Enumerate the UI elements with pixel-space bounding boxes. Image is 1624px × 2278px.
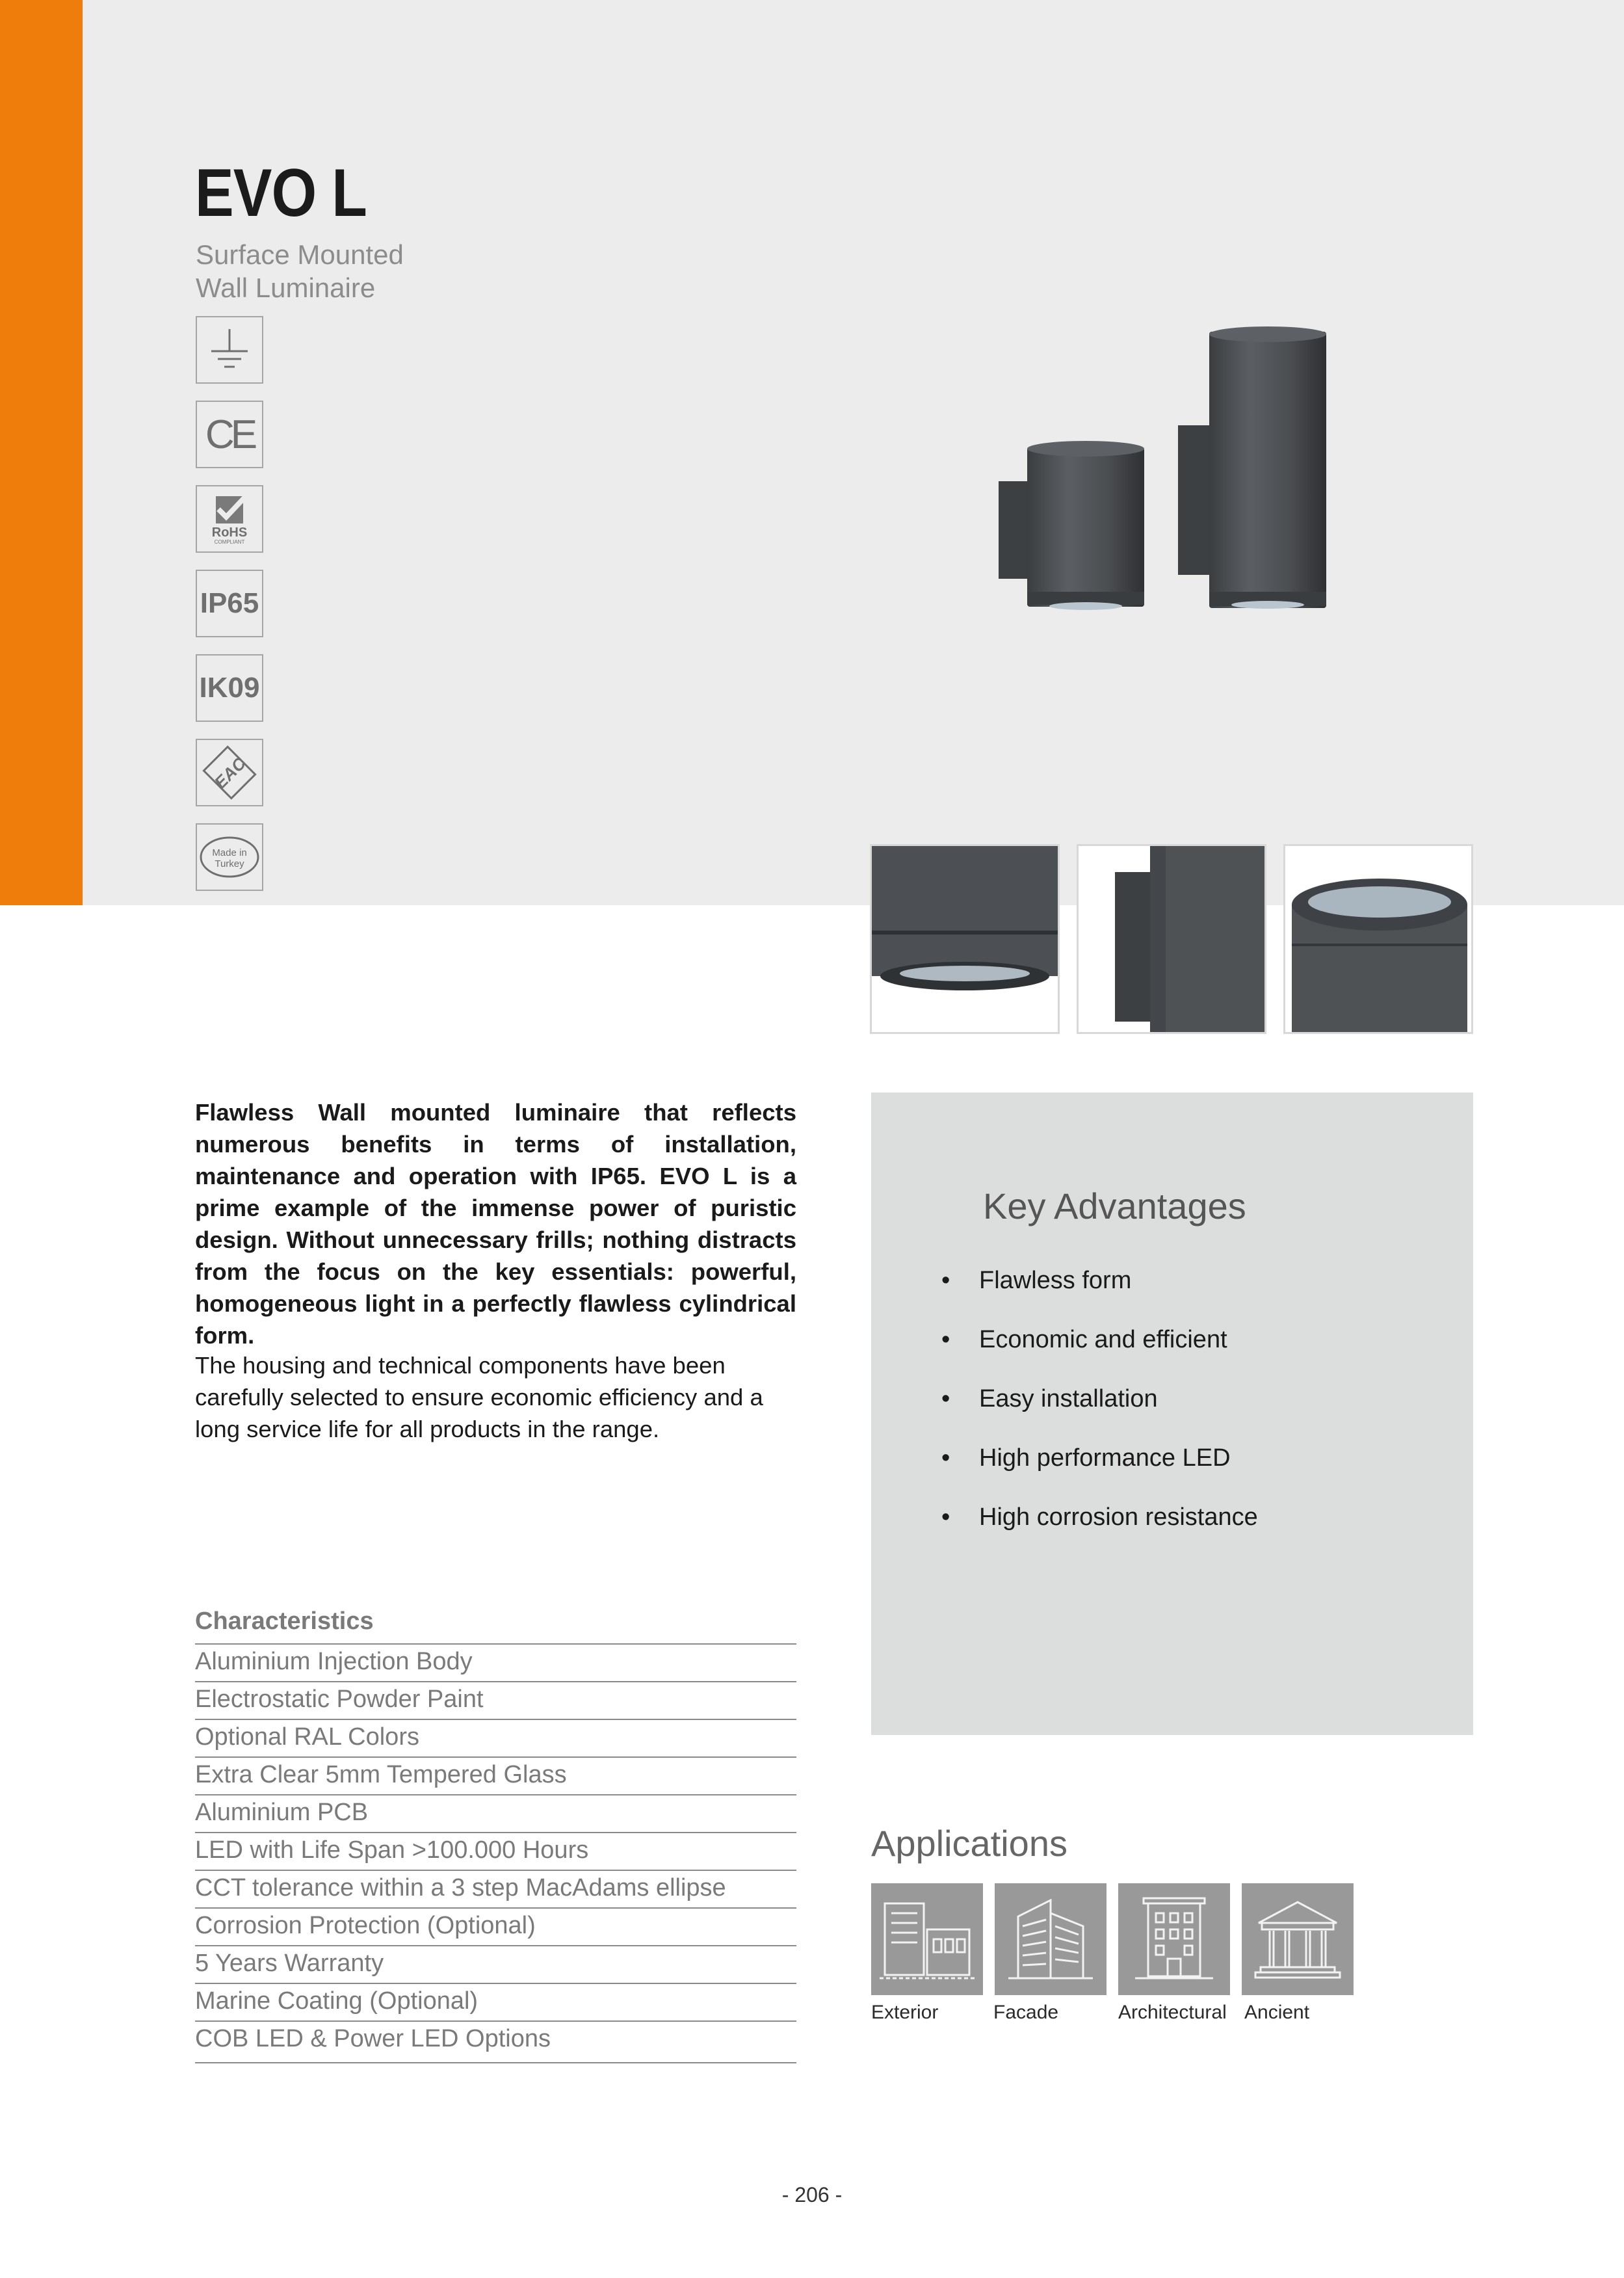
key-advantage-item: • Economic and efficient [941, 1326, 1227, 1353]
characteristic-row: 5 Years Warranty [195, 1945, 796, 1981]
characteristic-row: Corrosion Protection (Optional) [195, 1907, 796, 1944]
key-advantage-item: • High corrosion resistance [941, 1503, 1258, 1531]
rohs-sub-label: COMPLIANT [214, 539, 245, 545]
ip65-badge [196, 570, 263, 637]
page-number: - 206 - [781, 2183, 843, 2206]
rohs-icon [196, 485, 263, 553]
bullet: • [941, 1267, 950, 1294]
product-image [975, 319, 1339, 631]
product-title: EVO L [195, 155, 367, 231]
ik09-badge [196, 654, 263, 722]
key-advantage-item: • High performance LED [941, 1444, 1231, 1472]
characteristic-row: CCT tolerance within a 3 step MacAdams ellipse [195, 1870, 796, 1906]
application-label-exterior: Exterior [871, 2002, 939, 2023]
characteristic-row: COB LED & Power LED Options [195, 2020, 796, 2057]
characteristic-row: Marine Coating (Optional) [195, 1983, 796, 2019]
detail-thumbnail-lens [1283, 844, 1473, 1034]
detail-thumbnail-side [1077, 844, 1266, 1034]
application-label-facade: Facade [993, 2002, 1059, 2023]
exterior-building-icon [871, 1883, 983, 1995]
product-subtitle-line1: Surface Mounted [196, 239, 404, 270]
characteristic-row: Electrostatic Powder Paint [195, 1681, 796, 1717]
product-subtitle-line2: Wall Luminaire [196, 272, 376, 303]
ce-mark-icon [196, 401, 263, 468]
eac-label: EAC [210, 753, 250, 793]
eac-mark-icon [196, 739, 263, 806]
description-bold: Flawless Wall mounted luminaire that reflects numerous benefits in terms of installation, maintenance and operation with IP65. EVO L is a prime example of the immense power of puristic design. Without unnecessary frills; nothing distracts from the focus on the key essentials: powerful, homogeneous light in a perfectly flawless cylindrical form. [195, 1099, 796, 1349]
earth-ground-icon [196, 316, 263, 384]
made-in-turkey-icon [196, 823, 263, 891]
bullet: • [941, 1503, 950, 1531]
characteristics-title: Characteristics [195, 1608, 374, 1635]
characteristic-row: Aluminium PCB [195, 1794, 796, 1831]
ancient-building-icon [1242, 1883, 1354, 1995]
applications-title: Applications [871, 1823, 1067, 1864]
bullet: • [941, 1385, 950, 1412]
made-in-label: Made in [212, 847, 247, 858]
application-label-architectural: Architectural [1118, 2002, 1227, 2023]
characteristic-row: Extra Clear 5mm Tempered Glass [195, 1756, 796, 1793]
application-label-ancient: Ancient [1244, 2002, 1310, 2023]
characteristics-divider [195, 2062, 796, 2063]
ik09-label: IK09 [199, 672, 260, 704]
made-in-country-label: Turkey [215, 858, 244, 869]
key-advantages-title: Key Advantages [983, 1185, 1246, 1226]
description-normal: The housing and technical components have been carefully selected to ensure economic efficiency and a long service life for all products in the range. [195, 1352, 763, 1442]
characteristic-row: LED with Life Span >100.000 Hours [195, 1832, 796, 1868]
facade-building-icon [995, 1883, 1107, 1995]
key-advantage-item: • Easy installation [941, 1385, 1158, 1412]
detail-thumbnail-bottom [870, 844, 1060, 1034]
checkmark-icon [207, 492, 252, 526]
rohs-label: RoHS [211, 525, 248, 540]
bullet: • [941, 1326, 950, 1353]
bullet: • [941, 1444, 950, 1472]
architectural-building-icon [1118, 1883, 1230, 1995]
ce-label: CE [205, 412, 254, 457]
ip65-label: IP65 [200, 587, 259, 619]
characteristic-row: Aluminium Injection Body [195, 1643, 796, 1680]
accent-bar [0, 0, 83, 905]
key-advantage-item: • Flawless form [941, 1267, 1132, 1294]
characteristic-row: Optional RAL Colors [195, 1719, 796, 1755]
